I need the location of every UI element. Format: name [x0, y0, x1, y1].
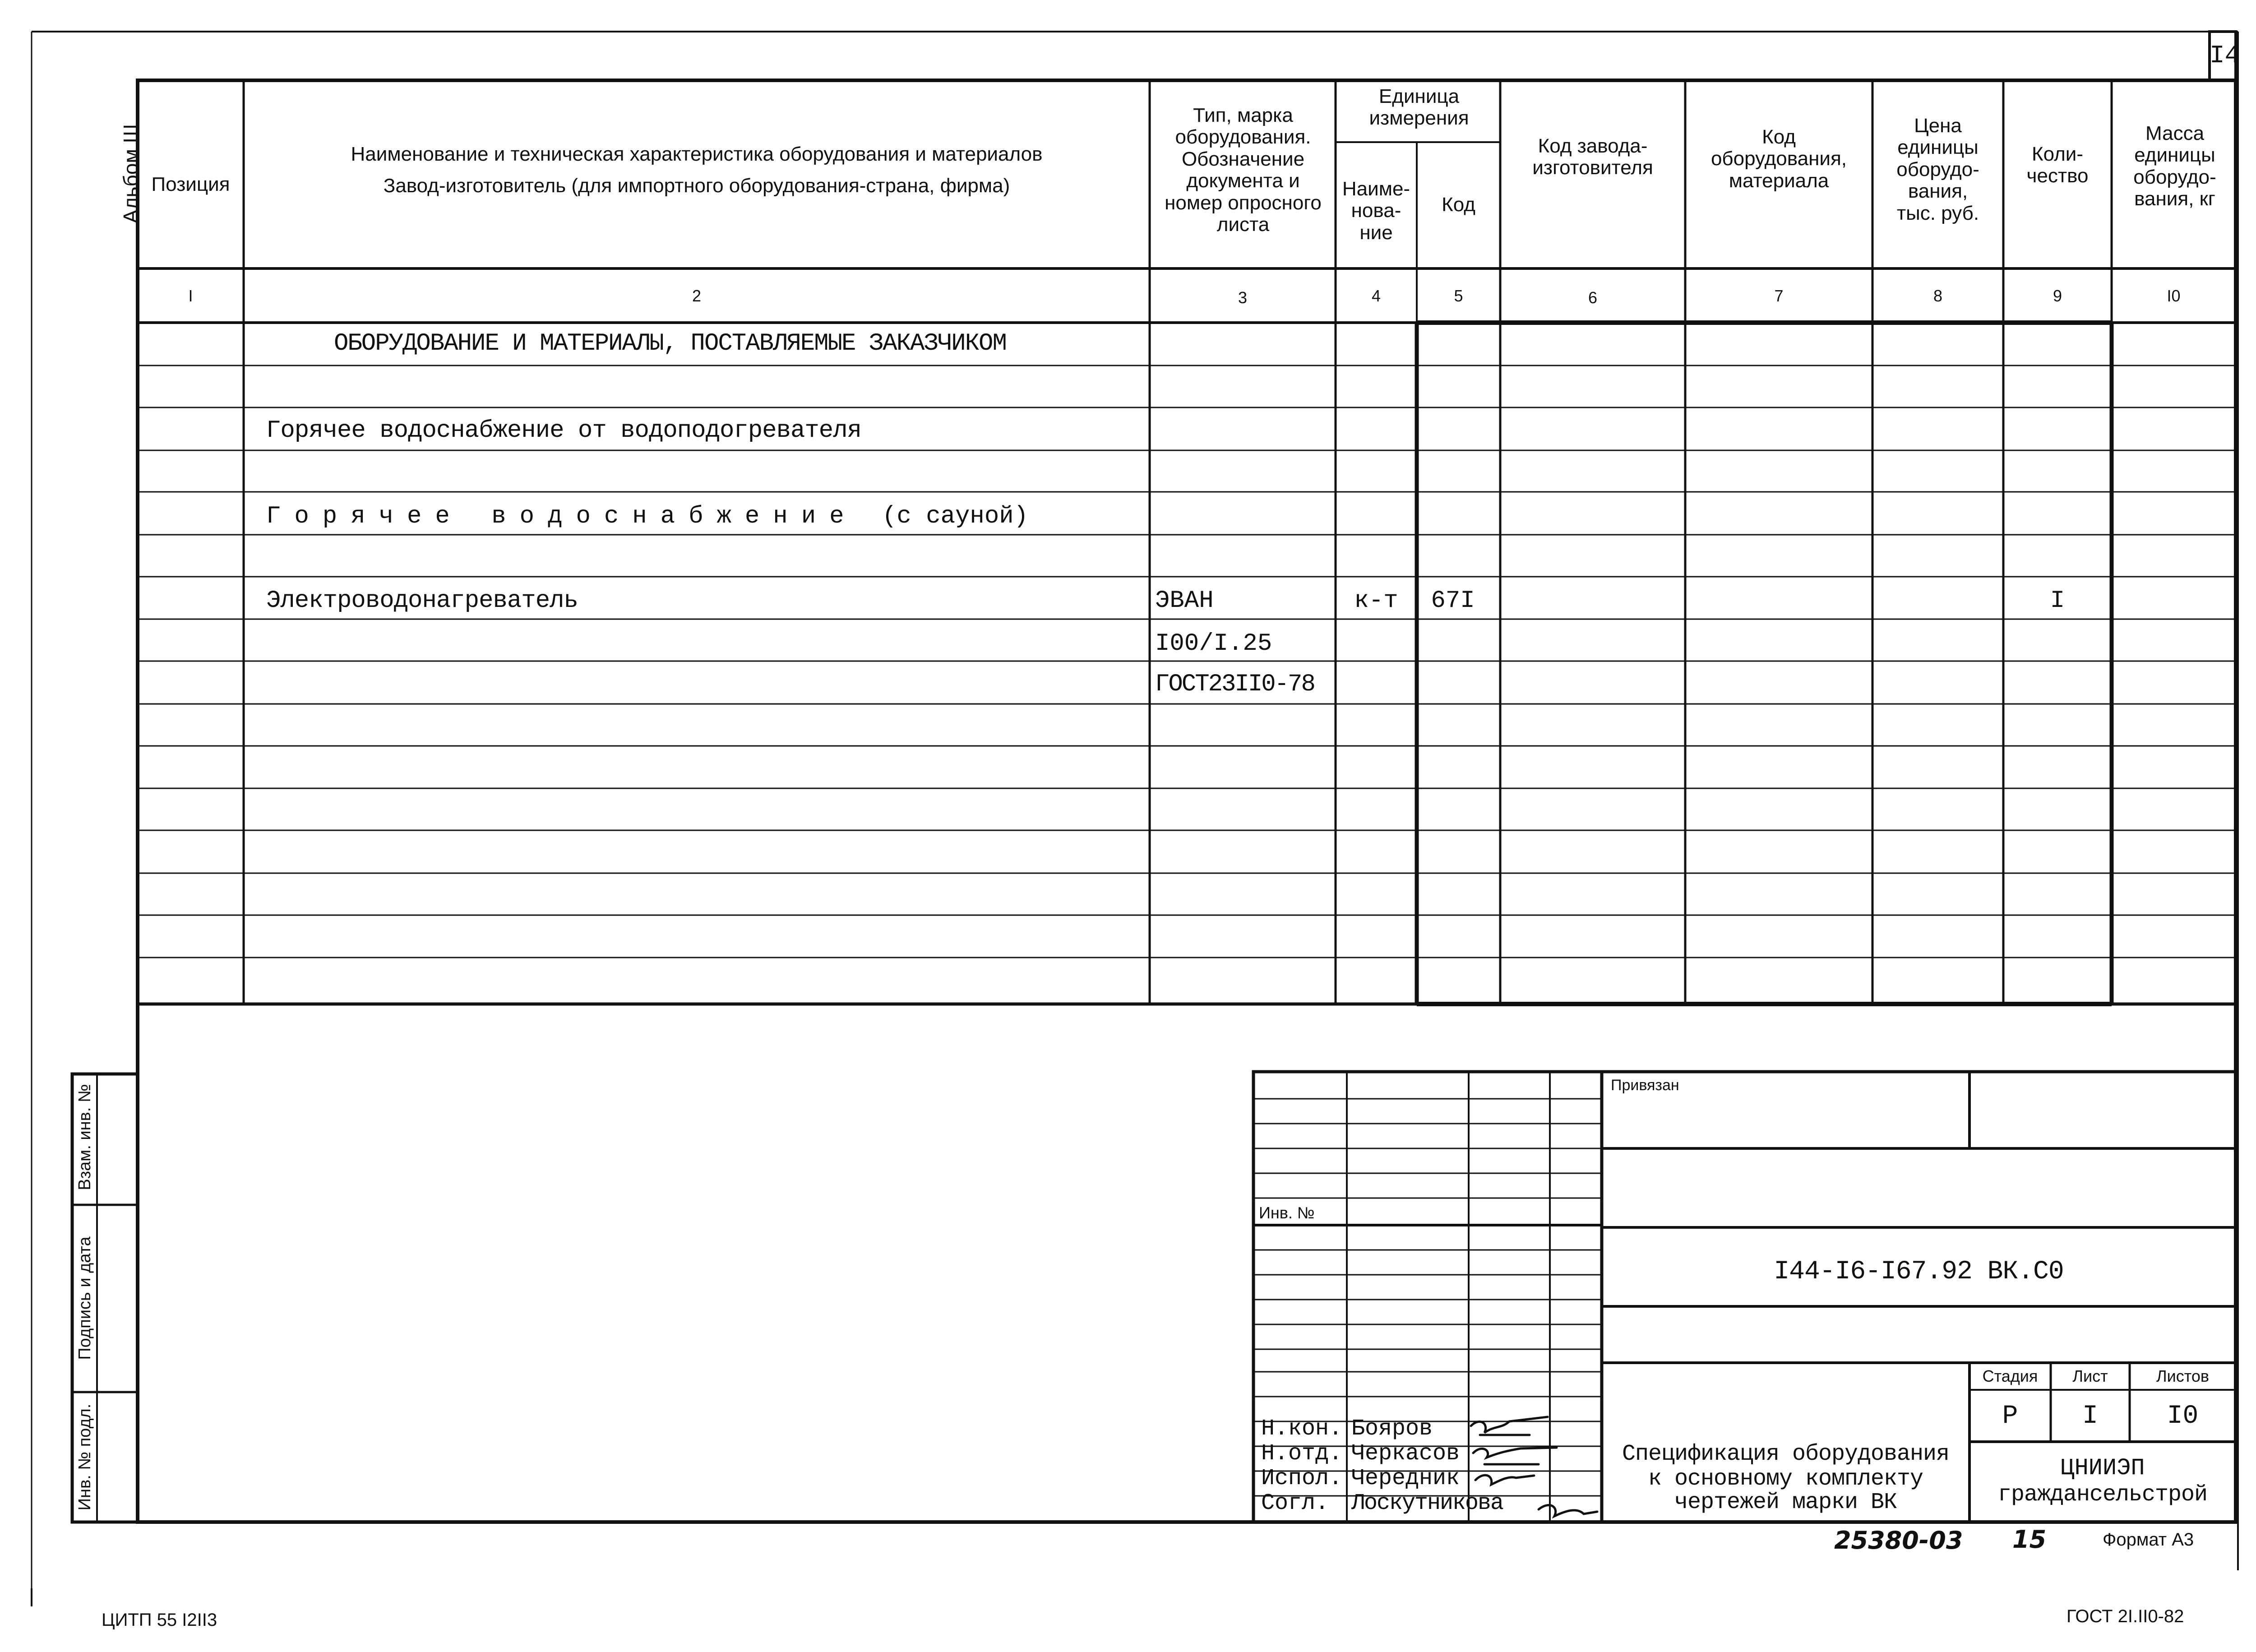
name-cherednik: Чередник [1351, 1466, 1460, 1491]
album-label: Альбом Ш [119, 124, 143, 223]
header-type: Тип, марка оборудования. Обозначение документа и номер опросного листа [1165, 104, 1322, 236]
column-number: 9 [2053, 287, 2062, 305]
column-number: 7 [1774, 287, 1784, 305]
sheets-label: Листов [2156, 1367, 2209, 1385]
header-unit-group: Единица измерения [1369, 85, 1469, 130]
side-stamp-vzam: Взам. инв. № [75, 1084, 94, 1190]
role-ispol: Испол. [1261, 1466, 1343, 1491]
name-cherkasov: Черкасов [1351, 1441, 1460, 1467]
column-number: I [188, 287, 193, 305]
group-title-sauna: Горячее водоснабжение [266, 503, 858, 530]
stage-label: Стадия [1982, 1367, 2038, 1385]
name-loskutnikova: Лоскутникова [1351, 1490, 1503, 1516]
column-number: 8 [1933, 287, 1943, 305]
footer-left-code: ЦИТП 55 I2II3 [102, 1610, 217, 1630]
item-type-line3: ГОСТ23II0-78 [1155, 671, 1314, 698]
role-n-otd: Н.отд. [1261, 1441, 1343, 1467]
header-quantity: Коли-чество [2026, 143, 2089, 187]
format-label: Формат А3 [2103, 1530, 2194, 1550]
column-number: 3 [1238, 288, 1248, 307]
header-mass: Масса единицы оборудо-вания, кг [2133, 122, 2216, 210]
item-quantity: I [2050, 587, 2065, 615]
doc-title-line3: чертежей марки ВК [1674, 1490, 1897, 1515]
column-number: 4 [1371, 287, 1381, 305]
sheet-value: I [2082, 1402, 2098, 1431]
signatures [1466, 1408, 1611, 1530]
header-name-line1: Наименование и техническая характеристика оборудования и материалов [351, 143, 1043, 165]
footer-gost: ГОСТ 2I.II0-82 [2066, 1606, 2184, 1626]
sheet-label: Лист [2072, 1367, 2108, 1385]
name-boyarov: Бояров [1351, 1416, 1433, 1442]
doc-title-line2: к основному комплекту [1648, 1466, 1923, 1492]
group-title-sauna-suffix: (с сауной) [882, 503, 1029, 530]
item-unit-code: 67I [1431, 587, 1475, 615]
group-title-hot-water: Горячее водоснабжение от водоподогревателя [266, 417, 862, 444]
org-line2: граждансельстрой [1997, 1482, 2208, 1508]
inv-no-label: Инв. № [1259, 1203, 1315, 1222]
archive-page: 15 [2012, 1525, 2047, 1554]
header-unit-name: Наиме-нова-ние [1342, 178, 1410, 244]
sheet-number: I4 [2210, 41, 2240, 70]
item-unit: к-т [1354, 587, 1398, 615]
header-price: Цена единицы оборудо-вания, тыс. руб. [1896, 115, 1979, 224]
doc-title-line1: Спецификация оборудования [1622, 1441, 1950, 1467]
role-n-kon: Н.кон. [1261, 1416, 1343, 1442]
header-equipment-code: Код оборудования, материала [1710, 126, 1847, 192]
header-unit-code: Код [1442, 194, 1475, 216]
header-position: Позиция [151, 173, 230, 195]
header-name-line2: Завод-изготовитель (для импортного оборудования-страна, фирма) [383, 175, 1010, 197]
side-stamp-inv: Инв. № подл. [75, 1403, 94, 1511]
document-code: I44-I6-I67.92 ВК.С0 [1774, 1257, 2064, 1286]
header-factory-code: Код завода-изготовителя [1532, 135, 1653, 179]
column-number: 6 [1588, 288, 1598, 307]
privyazan-label: Привязан [1611, 1077, 1679, 1094]
item-name: Электроводонагреватель [266, 587, 578, 615]
role-sogl: Согл. [1261, 1490, 1329, 1516]
item-type-line2: I00/I.25 [1155, 630, 1272, 657]
org-line1: ЦНИИЭП [2060, 1455, 2145, 1481]
column-number: I0 [2167, 287, 2181, 305]
side-stamp-podpis: Подпись и дата [75, 1236, 94, 1360]
column-number: 2 [692, 287, 702, 305]
sheets-value: I0 [2167, 1402, 2199, 1431]
section-title: ОБОРУДОВАНИЕ И МАТЕРИАЛЫ, ПОСТАВЛЯЕМЫЕ ЗАКАЗЧИКОМ [334, 330, 1006, 357]
archive-number: 25380-03 [1834, 1526, 1963, 1555]
stage-value: Р [2002, 1402, 2018, 1431]
item-type-line1: ЭВАН [1155, 587, 1214, 615]
column-number: 5 [1454, 287, 1463, 305]
